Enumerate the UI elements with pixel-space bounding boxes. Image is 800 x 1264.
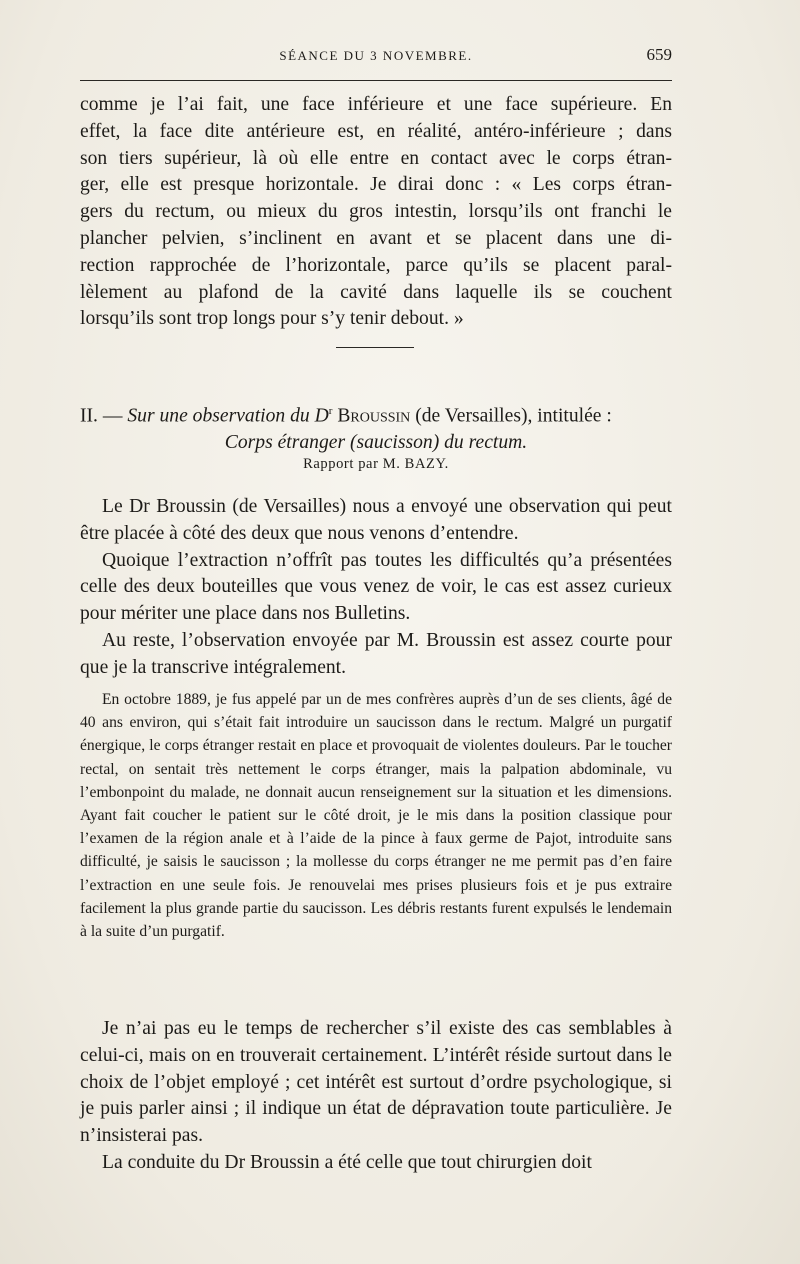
rapport-byline: Rapport par M. BAZY. [303, 456, 449, 472]
section-title-part-2: (de Versailles), intitulée : [415, 405, 612, 427]
intro-line: comme je l’ai fait, une face inférieure et une face supérieure. En [80, 94, 672, 115]
intro-line: effet, la face dite antérieure est, en réalité, antéro-inférieure ; dans [80, 120, 672, 142]
section-number: II. — [80, 405, 123, 427]
intro-line: rection rapprochée de l’horizontale, parce qu’ils se placent paral- [80, 254, 672, 276]
closing-paragraph: Je n’ai pas eu le temps de rechercher s’il existe des cas semblables à celui-ci, mais on en trouverait certainement. L’intérêt réside surtout dans le choix de l’objet employé ; cet intérêt est surtout d’ordre psychologique, si je puis parler ainsi ; il indique un état de dépravation toute particulière. Je n’insisterai pas. [80, 1018, 672, 1147]
page-header [80, 45, 672, 74]
report-paragraph: Quoique l’extraction n’offrît pas toutes les difficultés qu’a présentées celle des deux bouteilles que vous venez de voir, le cas est assez curieux pour mériter une place dans nos Bulletins. [80, 549, 672, 625]
closing-paragraph: La conduite du Dr Broussin a été celle que tout chirurgien doit [102, 1151, 592, 1173]
section-title-part-1: Sur une observation du D [127, 405, 329, 427]
intro-line: gers du rectum, ou mieux du gros intestin, lorsqu’ils ont franchi le [80, 201, 672, 223]
section-title-line-2: Corps étranger (saucisson) du rectum. [224, 431, 528, 453]
section-title-sup: r [328, 405, 333, 417]
observation-text: En octobre 1889, je fus appelé par un de mes confrères auprès d’un de ses clients, âgé de 40 ans environ, qui s’était fait introduire un saucisson dans le rectum. Malgré un purgatif énergique, le corps étranger restait en place et provoquait de violentes douleurs. Par le toucher rectal, on sentait très nettement le corps étranger, mais la palpation abdominale, vu l’embonpoint du malade, ne donnait aucun renseignement sur la situation et les dimensions. Ayant fait coucher le patient sur le côté droit, je le mis dans la position classique pour l’examen de la région anale et à l’aide de la pince à faux germe de Pajot, introduite sans difficulté, je saisis le saucisson ; la mollesse du corps étranger ne me permit pas d’en faire l’extraction en une seule fois. Je renouvelai mes prises plusieurs fois et je pus extraire facilement la plus grande partie du saucisson. Les débris restants furent expulsés le lendemain à la suite d’un purgatif. [80, 691, 672, 941]
report-body [80, 494, 672, 682]
section-title-line-1 [80, 398, 672, 430]
report-paragraph: Au reste, l’observation envoyée par M. Broussin est assez courte pour que je la transcrive intégralement. [80, 629, 672, 678]
intro-line: lorsqu’ils sont trop longs pour s’y tenir debout. » [80, 308, 464, 330]
report-paragraph: Le Dr Broussin (de Versailles) nous a envoyé une observation qui peut être placée à côté des deux que nous venons d’entendre. [80, 496, 672, 544]
intro-line: son tiers supérieur, là où elle entre en contact avec le corps étran- [80, 147, 672, 169]
intro-line: plancher pelvien, s’inclinent en avant et se placent dans une di- [80, 227, 672, 249]
closing-body [80, 1016, 672, 1177]
section-heading [80, 398, 672, 456]
page-number: 659 [646, 45, 672, 64]
intro-line: lèlement au plafond de la cavité dans laquelle ils se couchent [80, 281, 672, 303]
section-title-name: Broussin [337, 405, 411, 427]
observation-quote [80, 688, 672, 943]
intro-line: ger, elle est presque horizontale. Je dirai donc : « Les corps étran- [80, 174, 672, 196]
section-separator [336, 347, 414, 348]
running-title: SÉANCE DU 3 NOVEMBRE. [279, 48, 473, 63]
header-rule [80, 80, 672, 81]
intro-paragraph [80, 92, 672, 333]
